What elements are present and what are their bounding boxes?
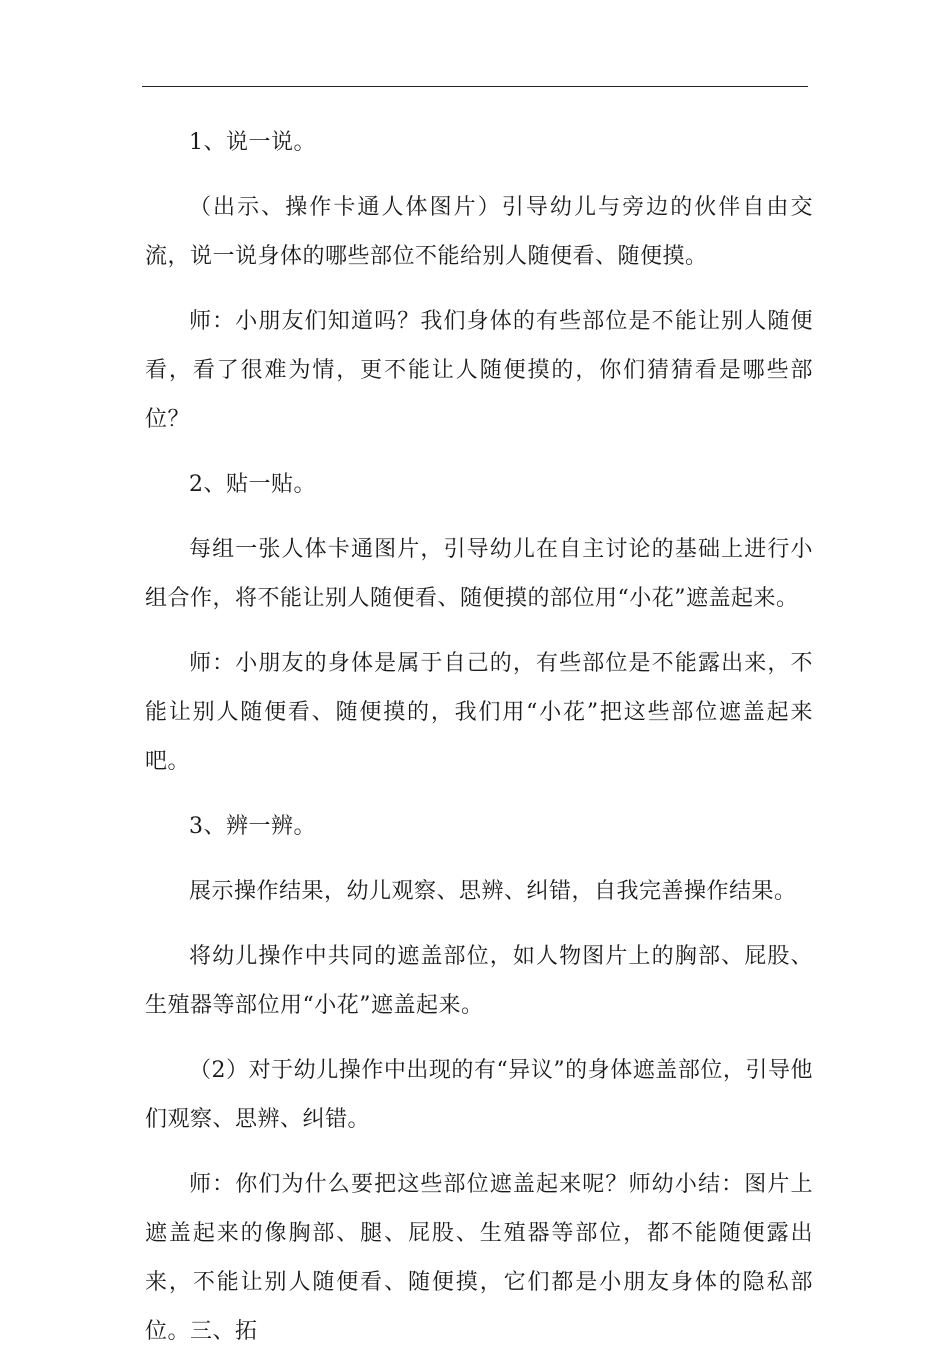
header-rule [142,86,808,87]
heading-stick: 2、贴一贴。 [189,472,316,497]
document-body [145,118,813,1356]
paragraph-show-cards: （出示、操作卡通人体图片）引导幼儿与旁边的伙伴自由交流，说一说身体的哪些部位不能给别人随便看、随便摸。 [145,195,813,269]
heading-say: 1、说一说。 [189,130,316,155]
paragraph-common-parts: 将幼儿操作中共同的遮盖部位，如人物图片上的胸部、屁股、生殖器等部位用“小花”遮盖起来。 [145,944,813,1018]
paragraph-show-results: 展示操作结果，幼儿观察、思辨、纠错，自我完善操作结果。 [189,879,797,904]
paragraph-teacher-question: 师：小朋友们知道吗？我们身体的有些部位是不能让别人随便看，看了很难为情，更不能让人随便摸的，你们猜猜看是哪些部位？ [145,309,813,432]
heading-discern: 3、辨一辨。 [189,814,316,839]
paragraph-disputed-parts: （2）对于幼儿操作中出现的有“异议”的身体遮盖部位，引导他们观察、思辨、纠错。 [145,1058,813,1132]
paragraph-teacher-summary: 师：你们为什么要把这些部位遮盖起来呢？师幼小结：图片上遮盖起来的像胸部、腿、屁股、生殖器等部位，都不能随便露出来，不能让别人随便看、随便摸，它们都是小朋友身体的隐私部位。三、拓 [145,1172,813,1344]
paragraph-teacher-flowers: 师：小朋友的身体是属于自己的，有些部位是不能露出来，不能让别人随便看、随便摸的，我们用“小花”把这些部位遮盖起来吧。 [145,651,813,774]
paragraph-group-work: 每组一张人体卡通图片，引导幼儿在自主讨论的基础上进行小组合作，将不能让别人随便看、随便摸的部位用“小花”遮盖起来。 [145,537,813,611]
